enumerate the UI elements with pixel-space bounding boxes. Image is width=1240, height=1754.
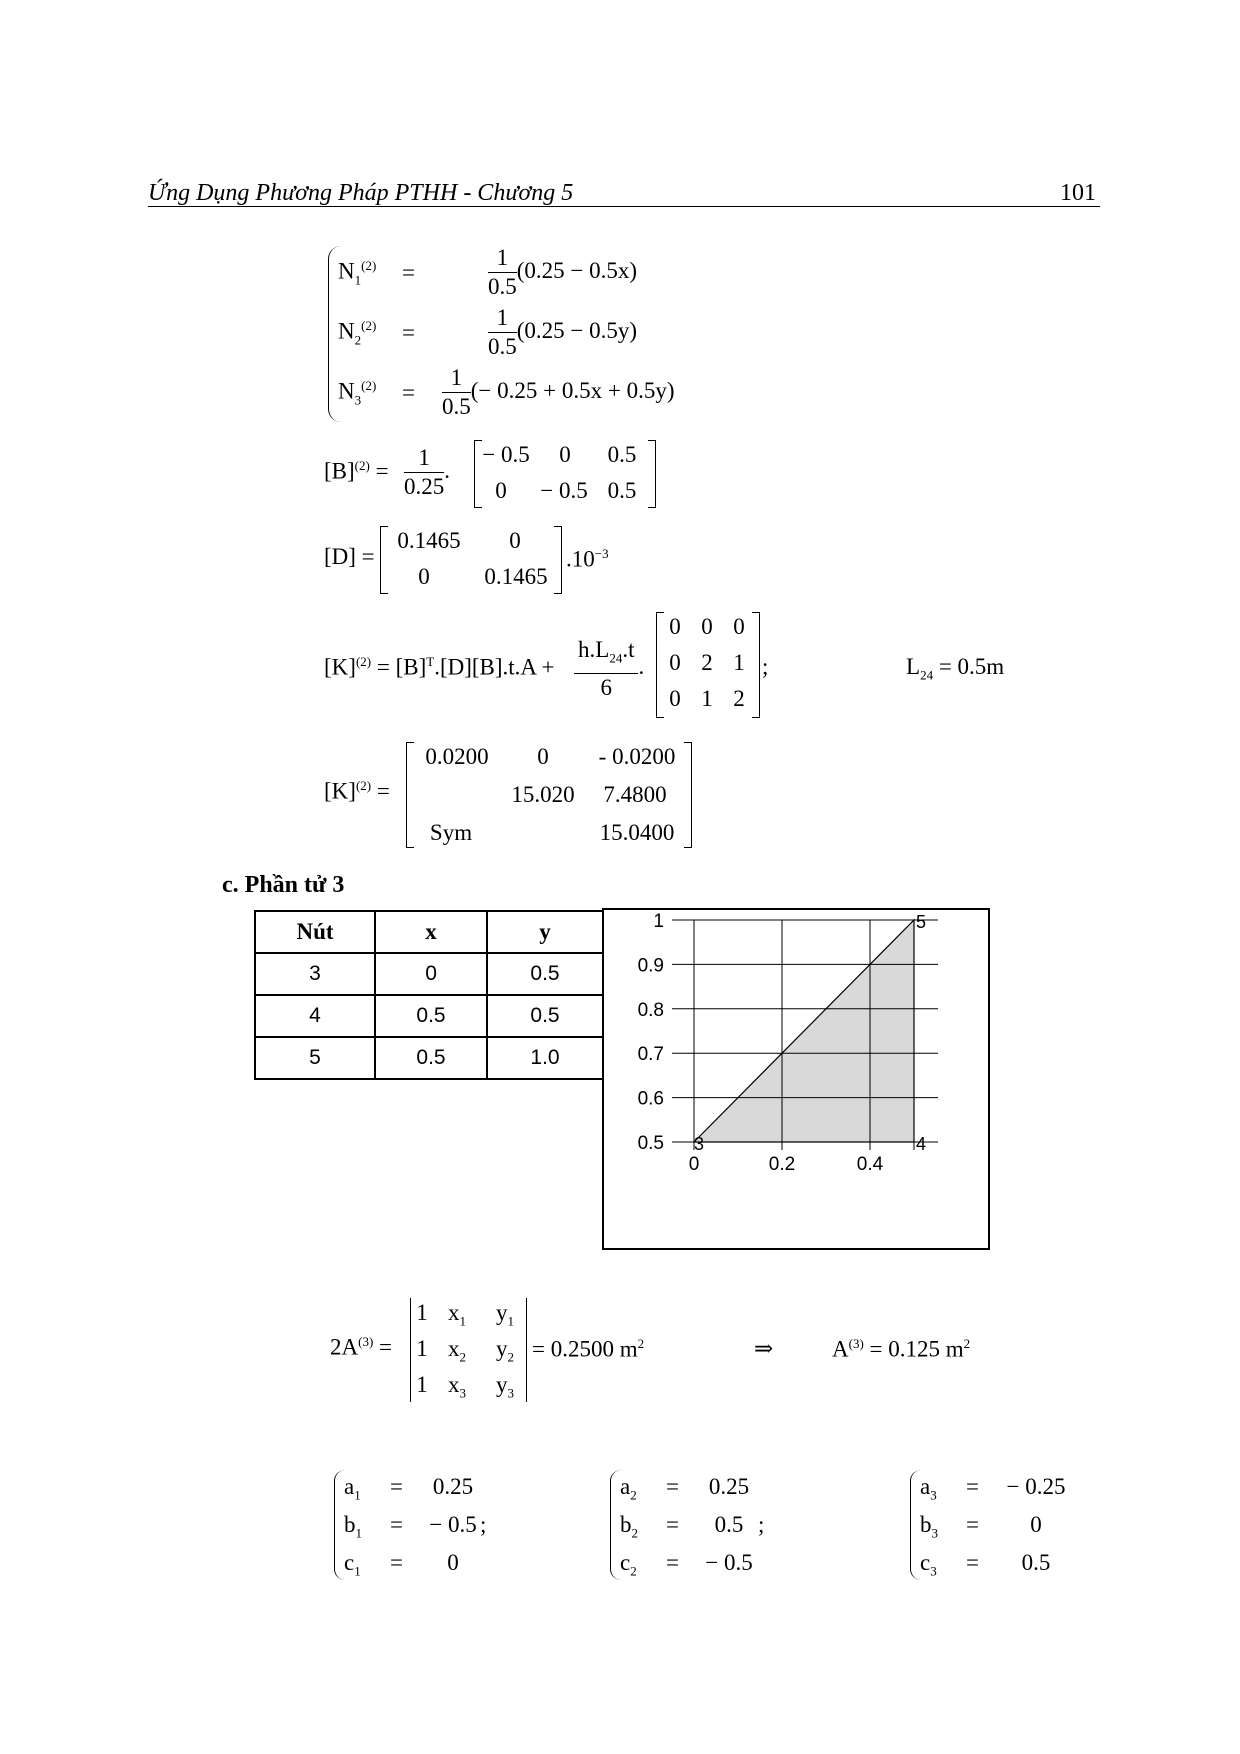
d-matrix-factor: $.10^{-3}$ bbox=[566, 546, 609, 572]
matrix-cell: 15.020 bbox=[511, 782, 575, 807]
d-matrix-lhs: [D] = bbox=[324, 544, 375, 569]
table-cell: 0.5 bbox=[375, 1037, 487, 1079]
matrix-cell: 2 bbox=[701, 650, 713, 675]
header-rule bbox=[148, 206, 1100, 207]
shape-function-rhs: $\frac{1}{0.5}$ (0.25 − 0.5y) bbox=[488, 305, 638, 359]
page-number: 101 bbox=[1060, 180, 1096, 206]
matrix-cell: 0 bbox=[509, 528, 521, 553]
table-cell: 0.5 bbox=[375, 995, 487, 1037]
right-bracket bbox=[648, 440, 656, 508]
table-header-row bbox=[255, 911, 603, 953]
equals: = bbox=[402, 260, 415, 285]
matrix-cell: 1 bbox=[733, 650, 745, 675]
coef-name: $c_1$ bbox=[344, 1550, 361, 1579]
right-bracket bbox=[684, 742, 692, 848]
y-tick-label: 0.8 bbox=[637, 999, 664, 1021]
coef-value: 0.25 bbox=[708, 1474, 750, 1499]
coef-name: $b_1$ bbox=[344, 1512, 362, 1541]
table-cell: 3 bbox=[255, 953, 375, 995]
matrix-cell: 0 bbox=[559, 442, 571, 467]
coef-value: 0.5 bbox=[714, 1512, 744, 1537]
coef-name: $a_3$ bbox=[920, 1474, 937, 1503]
matrix-cell: 0 bbox=[669, 650, 681, 675]
table-cell: 4 bbox=[255, 995, 375, 1037]
table-cell: 0.5 bbox=[487, 995, 603, 1037]
b-matrix-coefficient: $\frac{1}{0.25}$ . bbox=[404, 445, 450, 499]
shape-function-lhs: $N_2^{(2)}$ bbox=[338, 318, 377, 348]
shape-function-rhs: $\frac{1}{0.5}$ (0.25 − 0.5x) bbox=[488, 245, 638, 299]
table-cell: 1.0 bbox=[487, 1037, 603, 1079]
y-tick-label: 0.6 bbox=[637, 1088, 664, 1110]
matrix-cell: 0 bbox=[418, 564, 430, 589]
det-cell: 1 bbox=[416, 1300, 428, 1325]
coef-name: $a_1$ bbox=[344, 1474, 361, 1503]
matrix-cell: 0 bbox=[669, 614, 681, 639]
shape-function-lhs: $N_3^{(2)}$ bbox=[338, 378, 377, 408]
area-value: $A^{(3)} = 0.125$ $m^2$ bbox=[832, 1336, 971, 1362]
shape-function-rhs: $\frac{1}{0.5}$ (− 0.25 + 0.5x + 0.5y) bbox=[442, 365, 675, 419]
coef-value: 0 bbox=[447, 1550, 459, 1575]
coef-name: $c_2$ bbox=[620, 1550, 637, 1579]
det-cell: $x_1$ bbox=[448, 1300, 466, 1329]
matrix-cell: − 0.5 bbox=[540, 478, 588, 503]
y-tick-label: 1 bbox=[653, 911, 664, 932]
coef-separator: ; bbox=[480, 1512, 487, 1537]
running-header-title: Ứng Dụng Phương Pháp PTHH - Chương 5 bbox=[148, 180, 574, 206]
node-label: 4 bbox=[916, 1134, 927, 1154]
matrix-cell: 0.5 bbox=[607, 478, 637, 503]
matrix-cell: 0.1465 bbox=[484, 564, 548, 589]
matrix-cell: Sym bbox=[429, 820, 473, 845]
column-header: y bbox=[487, 911, 603, 953]
element-plot bbox=[602, 908, 992, 1252]
implies-arrow: ⇒ bbox=[754, 1336, 774, 1361]
coef-name: $b_3$ bbox=[920, 1512, 938, 1541]
det-cell: $x_3$ bbox=[448, 1372, 466, 1401]
b-matrix-lhs: $[B]^{(2)}$ = bbox=[324, 458, 389, 484]
det-cell: 1 bbox=[416, 1336, 428, 1361]
node-table bbox=[254, 910, 604, 1080]
matrix-cell: 1 bbox=[701, 686, 713, 711]
area-result: = 0.2500 $m^2$ bbox=[532, 1336, 645, 1362]
l24-value: $L_{24} = 0.5m$ bbox=[906, 654, 1005, 683]
matrix-cell: 2 bbox=[733, 686, 745, 711]
table-row bbox=[255, 1037, 603, 1079]
y-tick-label: 0.9 bbox=[637, 955, 664, 977]
column-header: x bbox=[375, 911, 487, 953]
x-tick-label: 0.2 bbox=[768, 1154, 796, 1175]
det-cell: 1 bbox=[416, 1372, 428, 1397]
det-cell: $y_1$ bbox=[496, 1300, 514, 1329]
coef-value: − 0.5 bbox=[705, 1550, 753, 1575]
y-tick-label: 0.7 bbox=[637, 1044, 664, 1066]
matrix-cell: 0.0200 bbox=[425, 744, 489, 769]
table-row bbox=[255, 953, 603, 995]
equals: = bbox=[402, 320, 415, 345]
coef-separator: ; bbox=[758, 1512, 765, 1537]
k-result-lhs: $[K]^{(2)}$ = bbox=[324, 778, 390, 804]
table-cell: 5 bbox=[255, 1037, 375, 1079]
y-tick-label: 0.5 bbox=[637, 1133, 664, 1154]
matrix-cell: 0 bbox=[701, 614, 713, 639]
coef-value: 0.25 bbox=[432, 1474, 474, 1499]
area-lhs: $2A^{(3)}$ = bbox=[330, 1334, 393, 1360]
coef-value: − 0.25 bbox=[1006, 1474, 1066, 1499]
column-header: Nút bbox=[255, 911, 375, 953]
det-cell: $y_3$ bbox=[496, 1372, 514, 1401]
matrix-cell: 15.0400 bbox=[599, 820, 675, 845]
coef-name: $b_2$ bbox=[620, 1512, 638, 1541]
x-tick-label: 0.4 bbox=[856, 1154, 884, 1175]
matrix-cell: - 0.0200 bbox=[598, 744, 676, 769]
right-bracket bbox=[554, 526, 562, 594]
coef-value: 0 bbox=[1030, 1512, 1042, 1537]
coef-name: $a_2$ bbox=[620, 1474, 637, 1503]
matrix-cell: 0.5 bbox=[607, 442, 637, 467]
node-label: 5 bbox=[916, 912, 927, 932]
determinant-bar-right bbox=[526, 1298, 527, 1402]
node-label: 3 bbox=[694, 1134, 705, 1154]
matrix-cell: 0 bbox=[495, 478, 507, 503]
table-row bbox=[255, 995, 603, 1037]
det-cell: $x_2$ bbox=[448, 1336, 466, 1365]
k-formula-fraction: $\frac{h.L_{24}.t}{6}$ . bbox=[574, 636, 644, 702]
matrix-cell: 0 bbox=[669, 686, 681, 711]
coef-value: 0.5 bbox=[1021, 1550, 1051, 1575]
determinant-bar-left bbox=[410, 1298, 411, 1402]
matrix-cell: 7.4800 bbox=[603, 782, 667, 807]
matrix-cell: − 0.5 bbox=[482, 442, 530, 467]
matrix-cell: 0 bbox=[733, 614, 745, 639]
k-formula-semicolon: ; bbox=[762, 654, 769, 679]
section-heading: c. Phần tử 3 bbox=[222, 872, 345, 898]
x-tick-label: 0 bbox=[688, 1154, 700, 1175]
matrix-cell: 0 bbox=[537, 744, 549, 769]
coef-name: $c_3$ bbox=[920, 1550, 937, 1579]
equals: = bbox=[402, 380, 415, 405]
shape-function-lhs: $N_1^{(2)}$ bbox=[338, 258, 377, 288]
matrix-cell: 0.1465 bbox=[397, 528, 461, 553]
table-cell: 0.5 bbox=[487, 953, 603, 995]
table-cell: 0 bbox=[375, 953, 487, 995]
coef-value: − 0.5 bbox=[429, 1512, 477, 1537]
det-cell: $y_2$ bbox=[496, 1336, 514, 1365]
k-formula-lhs: $[K]^{(2)} = [B]^T.[D][B].t.A$ + bbox=[324, 654, 555, 680]
